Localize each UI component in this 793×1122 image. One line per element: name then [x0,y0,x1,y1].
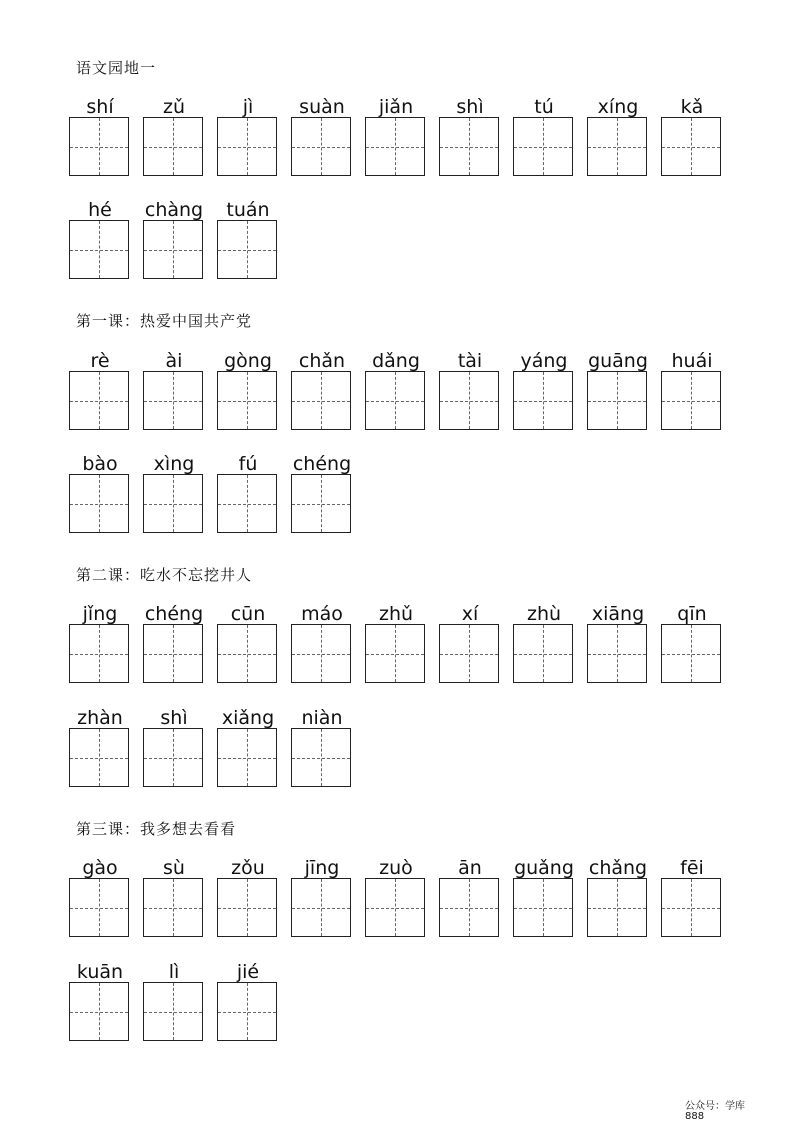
pinyin-label: fēi [680,857,704,879]
pinyin-label: qīn [677,603,707,625]
pinyin-label: gòng [224,350,272,372]
writing-grid-box[interactable] [217,474,277,533]
writing-grid-box[interactable] [291,117,351,176]
writing-grid-box[interactable] [217,371,277,430]
pinyin-label: jǐng [82,603,118,625]
character-cell [587,603,649,683]
writing-grid-box[interactable] [661,117,721,176]
character-cell [587,857,649,937]
writing-grid-box[interactable] [587,371,647,430]
character-cell [513,96,575,176]
character-cell [143,603,205,683]
pinyin-label: jié [236,961,260,983]
section-title: 第三课：我多想去看看 [76,820,237,838]
writing-grid-box[interactable] [217,624,277,683]
pinyin-label: ài [165,350,183,372]
pinyin-label: tú [534,96,554,118]
writing-grid-box[interactable] [291,474,351,533]
pinyin-label: cūn [230,603,266,625]
writing-grid-box[interactable] [513,117,573,176]
pinyin-label: shì [456,96,484,118]
character-cell [217,199,279,279]
character-cell [291,453,353,533]
writing-grid-box[interactable] [217,728,277,787]
writing-grid-box[interactable] [217,982,277,1041]
pinyin-label: guǎng [514,857,574,879]
character-cell [217,453,279,533]
writing-grid-box[interactable] [217,117,277,176]
writing-grid-box[interactable] [365,878,425,937]
character-cell [661,857,723,937]
writing-grid-box[interactable] [217,878,277,937]
character-cell [365,96,427,176]
character-cell [217,707,279,787]
character-cell [217,96,279,176]
pinyin-label: zhù [526,603,562,625]
character-cell [365,857,427,937]
pinyin-label: rè [90,350,110,372]
writing-grid-box[interactable] [439,878,499,937]
character-cell [143,961,205,1041]
pinyin-label: shí [86,96,114,118]
writing-grid-box[interactable] [69,220,129,279]
pinyin-label: chàng [144,199,204,221]
character-cell [513,350,575,430]
pinyin-label: hé [88,199,112,221]
pinyin-label: suàn [299,96,345,118]
pinyin-label: jīng [304,857,340,879]
writing-grid-box[interactable] [291,624,351,683]
writing-grid-box[interactable] [143,117,203,176]
writing-grid-box[interactable] [291,728,351,787]
writing-grid-box[interactable] [291,371,351,430]
pinyin-label: xiāng [591,603,645,625]
character-cell [69,707,131,787]
character-cell [291,350,353,430]
character-cell [69,96,131,176]
pinyin-label: zuò [379,857,413,879]
character-cell [439,603,501,683]
character-cell [439,857,501,937]
writing-grid-box[interactable] [143,371,203,430]
footer-account-label: 公众号：学库 [685,1101,745,1112]
character-cell [291,96,353,176]
section-title: 语文园地一 [76,59,157,77]
writing-grid-box[interactable] [69,117,129,176]
pinyin-label: chǎn [298,350,346,372]
pinyin-label: fú [238,453,258,475]
character-cell [439,350,501,430]
pinyin-label: tuán [226,199,270,221]
writing-grid-box[interactable] [69,371,129,430]
pinyin-label: zǔ [162,96,185,118]
character-cell [439,96,501,176]
character-cell [69,453,131,533]
pinyin-label: tài [457,350,483,372]
pinyin-label: máo [301,603,343,625]
pinyin-label: huái [671,350,713,372]
writing-grid-box[interactable] [143,474,203,533]
character-cell [365,350,427,430]
character-cell [143,857,205,937]
writing-grid-box[interactable] [143,728,203,787]
character-cell [69,603,131,683]
character-cell [291,707,353,787]
character-cell [69,350,131,430]
pinyin-label: xíng [597,96,639,118]
character-cell [217,961,279,1041]
writing-grid-box[interactable] [661,878,721,937]
pinyin-label: zhǔ [378,603,414,625]
pinyin-label: xiǎng [221,707,275,729]
character-cell [661,96,723,176]
writing-grid-box[interactable] [365,624,425,683]
writing-grid-box[interactable] [439,624,499,683]
character-cell [143,96,205,176]
section-title: 第一课：热爱中国共产党 [76,312,253,330]
pinyin-label: jì [242,96,254,118]
writing-grid-box[interactable] [143,878,203,937]
writing-grid-box[interactable] [69,982,129,1041]
writing-grid-box[interactable] [69,878,129,937]
writing-grid-box[interactable] [365,371,425,430]
pinyin-label: xí [461,603,479,625]
pinyin-label: chéng [292,453,352,475]
pinyin-label: chéng [144,603,204,625]
character-cell [291,857,353,937]
character-cell [143,199,205,279]
pinyin-label: gào [82,857,118,879]
pinyin-label: ān [458,857,482,879]
section-title: 第二课：吃水不忘挖井人 [76,566,253,584]
character-cell [143,707,205,787]
character-cell [661,350,723,430]
pinyin-label: yáng [520,350,568,372]
writing-grid-box[interactable] [587,878,647,937]
character-cell [69,857,131,937]
character-cell [291,603,353,683]
pinyin-label: kuān [76,961,124,983]
character-cell [143,350,205,430]
writing-grid-box[interactable] [513,624,573,683]
pinyin-label: zǒu [231,857,265,879]
character-cell [69,199,131,279]
pinyin-label: shì [160,707,188,729]
character-cell [587,350,649,430]
writing-grid-box[interactable] [587,117,647,176]
character-cell [217,350,279,430]
character-cell [217,857,279,937]
character-cell [217,603,279,683]
character-cell [69,961,131,1041]
pinyin-label: kǎ [680,96,704,118]
character-cell [365,603,427,683]
writing-grid-box[interactable] [513,878,573,937]
writing-grid-box[interactable] [69,474,129,533]
writing-grid-box[interactable] [661,371,721,430]
pinyin-label: lì [168,961,180,983]
writing-grid-box[interactable] [69,728,129,787]
pinyin-label: zhàn [77,707,123,729]
character-cell [143,453,205,533]
pinyin-label: sù [163,857,185,879]
writing-grid-box[interactable] [365,117,425,176]
writing-grid-box[interactable] [439,117,499,176]
writing-grid-box[interactable] [143,982,203,1041]
writing-grid-box[interactable] [143,624,203,683]
pinyin-label: jiǎn [378,96,414,118]
pinyin-label: niàn [301,707,343,729]
writing-grid-box[interactable] [439,371,499,430]
character-cell [513,603,575,683]
writing-grid-box[interactable] [143,220,203,279]
writing-grid-box[interactable] [587,624,647,683]
writing-grid-box[interactable] [513,371,573,430]
pinyin-label: guāng [588,350,648,372]
writing-grid-box[interactable] [69,624,129,683]
writing-grid-box[interactable] [217,220,277,279]
character-cell [513,857,575,937]
character-cell [587,96,649,176]
writing-grid-box[interactable] [661,624,721,683]
pinyin-label: bào [82,453,118,475]
footer-code: 888 [685,1111,705,1122]
pinyin-label: chǎng [588,857,648,879]
writing-grid-box[interactable] [291,878,351,937]
character-cell [661,603,723,683]
pinyin-label: dǎng [372,350,420,372]
pinyin-label: xìng [153,453,195,475]
